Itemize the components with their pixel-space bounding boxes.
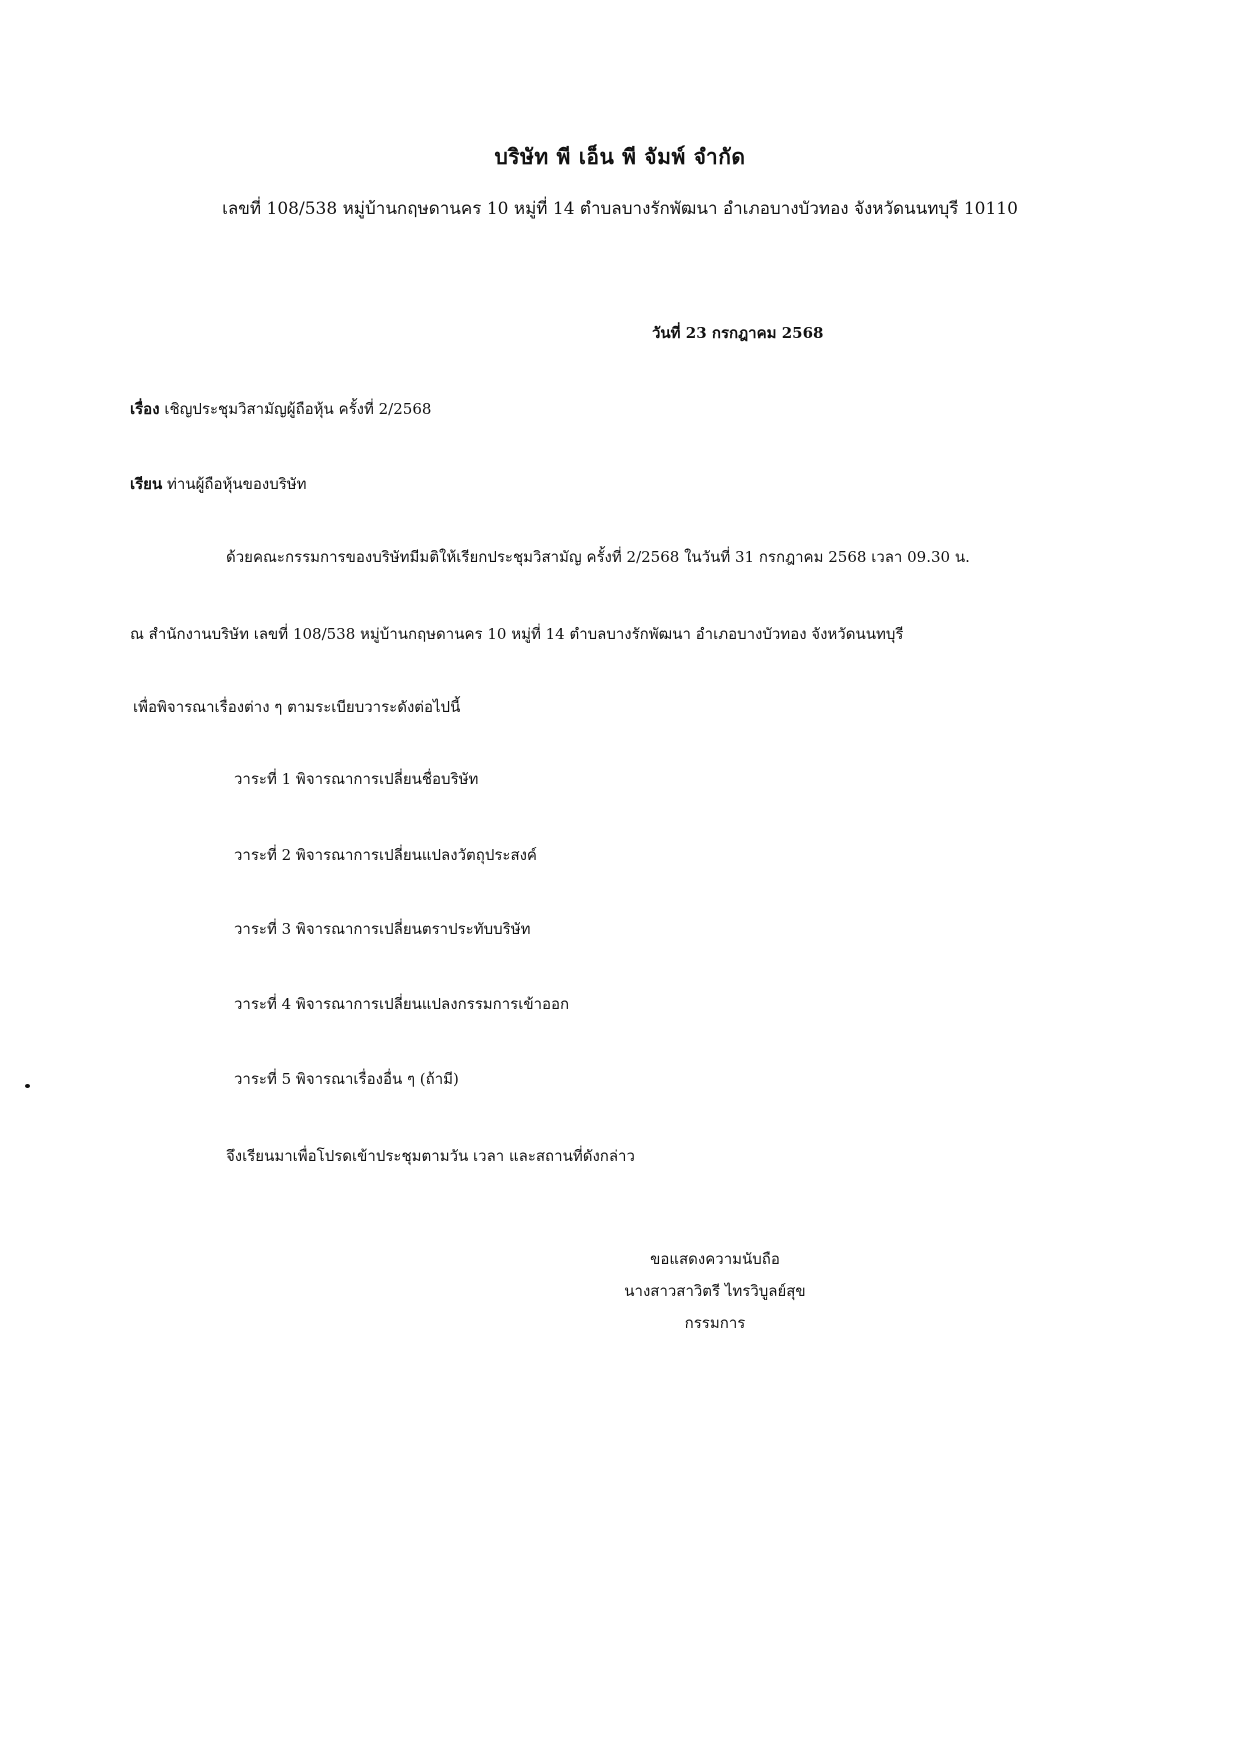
agenda-item-5: วาระที่ 5 พิจารณาเรื่องอื่น ๆ (ถ้ามี) (234, 1070, 459, 1088)
subject-text: เชิญประชุมวิสามัญผู้ถือหุ้น ครั้งที่ 2/2568 (164, 400, 432, 418)
agenda-item-4: วาระที่ 4 พิจารณาการเปลี่ยนแปลงกรรมการเข้าออก (234, 995, 570, 1013)
agenda-item-1: วาระที่ 1 พิจารณาการเปลี่ยนชื่อบริษัท (234, 770, 479, 788)
body-paragraph-line-1: ด้วยคณะกรรมการของบริษัทมีมติให้เรียกประชุมวิสามัญ ครั้งที่ 2/2568 ในวันที่ 31 กรกฎาคม 2568 เวลา 09.30 น. (226, 548, 970, 566)
body-paragraph-line-3: เพื่อพิจารณาเรื่องต่าง ๆ ตามระเบียบวาระดังต่อไปนี้ (133, 698, 461, 716)
signature-title: กรรมการ (684, 1314, 746, 1332)
subject-line (130, 398, 431, 420)
subject-label: เรื่อง (130, 400, 160, 418)
scan-speck (25, 1084, 30, 1088)
company-name: บริษัท พี เอ็น พี จัมพ์ จำกัด (494, 144, 746, 169)
closing-sentence: จึงเรียนมาเพื่อโปรดเข้าประชุมตามวัน เวลา และสถานที่ดังกล่าว (226, 1147, 635, 1165)
letter-date: วันที่ 23 กรกฎาคม 2568 (652, 324, 824, 342)
agenda-item-3: วาระที่ 3 พิจารณาการเปลี่ยนตราประทับบริษัท (234, 920, 531, 938)
signature-block (600, 1248, 830, 1344)
agenda-item-2: วาระที่ 2 พิจารณาการเปลี่ยนแปลงวัตถุประสงค์ (234, 846, 537, 864)
signature-name: นางสาวสาวิตรี ไทรวิบูลย์สุข (624, 1282, 806, 1300)
signature-regards: ขอแสดงความนับถือ (650, 1250, 780, 1268)
company-address: เลขที่ 108/538 หมู่บ้านกฤษดานคร 10 หมู่ที่ 14 ตำบลบางรักพัฒนา อำเภอบางบัวทอง จังหวัดนนทบุรี 10110 (222, 199, 1018, 219)
body-paragraph-line-2: ณ สำนักงานบริษัท เลขที่ 108/538 หมู่บ้านกฤษดานคร 10 หมู่ที่ 14 ตำบลบางรักพัฒนา อำเภอบางบัวทอง จังหวัดนนทบุรี (130, 625, 904, 643)
recipient-line (130, 473, 307, 495)
recipient-label: เรียน (130, 475, 163, 493)
recipient-text: ท่านผู้ถือหุ้นของบริษัท (167, 475, 307, 493)
